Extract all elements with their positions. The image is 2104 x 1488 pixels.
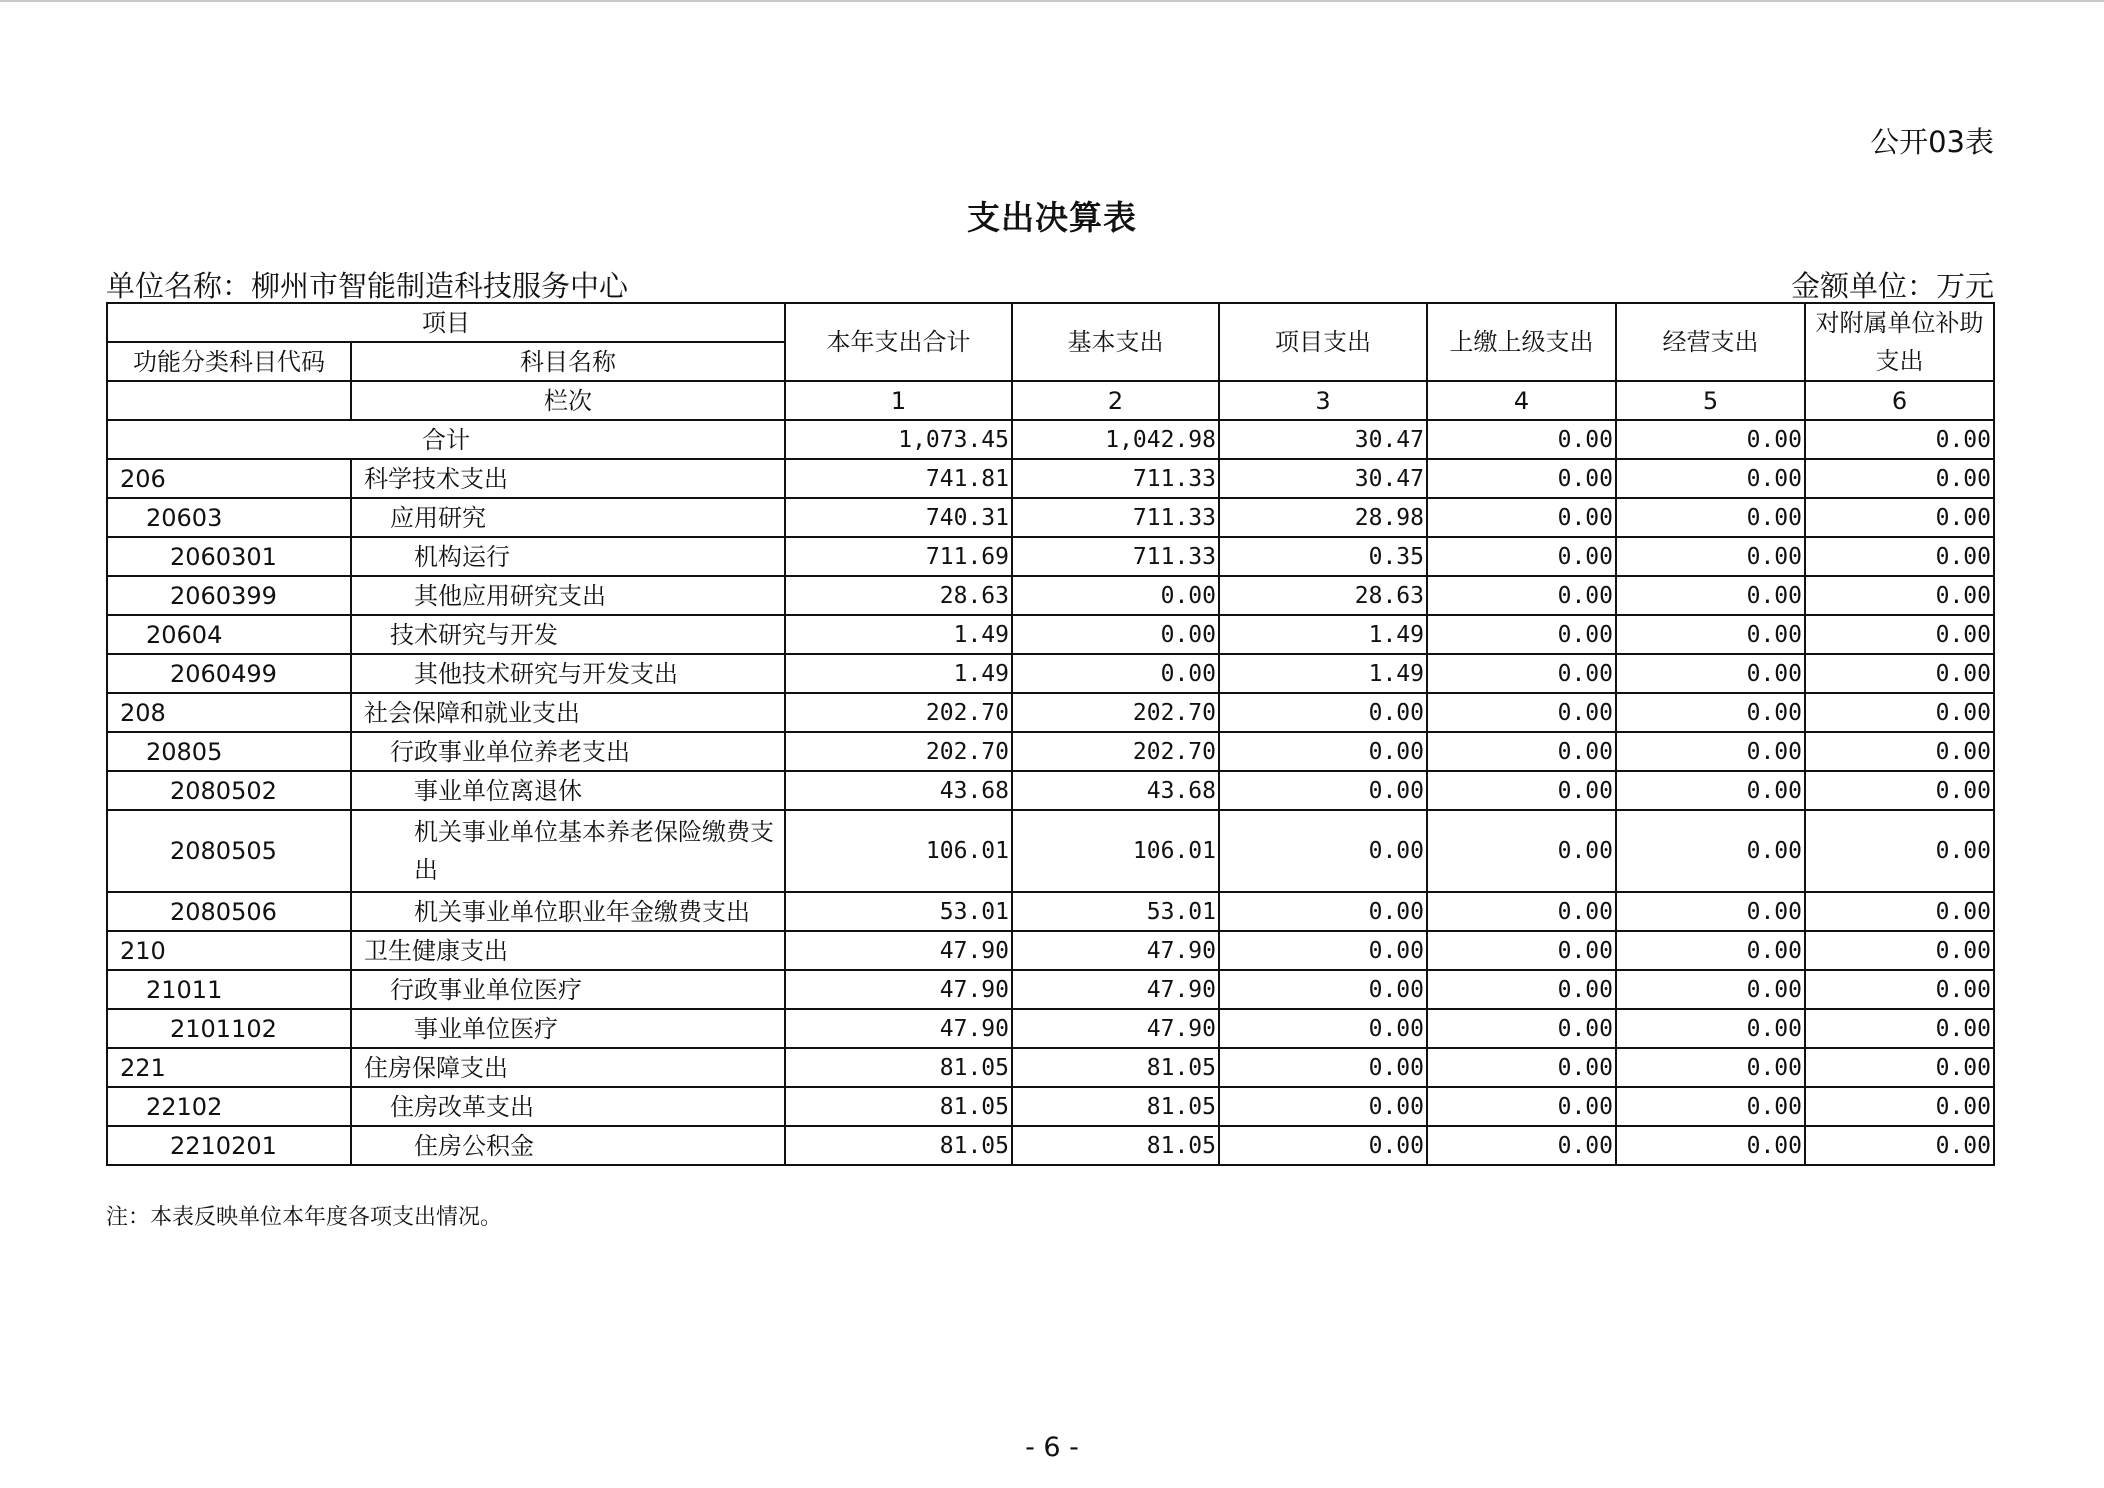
column-number: 3 (1219, 381, 1427, 420)
amount-cell: 0.00 (1616, 654, 1805, 693)
amount-cell: 0.00 (1427, 1009, 1616, 1048)
amount-cell: 0.00 (1616, 1126, 1805, 1165)
table-row (107, 576, 1994, 615)
amount-cell: 740.31 (785, 498, 1012, 537)
total-value: 1,073.45 (785, 420, 1012, 459)
column-number: 2 (1012, 381, 1219, 420)
amount-cell: 28.63 (785, 576, 1012, 615)
amount-cell: 1.49 (1219, 615, 1427, 654)
amount-cell: 81.05 (785, 1048, 1012, 1087)
amount-cell: 0.00 (1012, 576, 1219, 615)
subject-name-cell: 其他技术研究与开发支出 (351, 654, 785, 693)
amount-cell: 0.00 (1012, 654, 1219, 693)
table-row (107, 810, 1994, 892)
amount-cell: 0.00 (1427, 654, 1616, 693)
amount-cell: 0.00 (1427, 892, 1616, 931)
amount-cell: 47.90 (785, 1009, 1012, 1048)
amount-cell: 0.00 (1616, 576, 1805, 615)
amount-cell: 0.00 (1616, 498, 1805, 537)
header-subsidy: 对附属单位补助支出 (1805, 303, 1994, 381)
amount-cell: 0.00 (1805, 771, 1994, 810)
table-row (107, 1048, 1994, 1087)
amount-cell: 0.00 (1616, 615, 1805, 654)
amount-cell: 0.00 (1616, 1048, 1805, 1087)
subject-name-cell: 技术研究与开发 (351, 615, 785, 654)
amount-cell: 0.00 (1616, 970, 1805, 1009)
header-name: 科目名称 (351, 342, 785, 381)
function-code-cell: 2080506 (107, 892, 351, 931)
subject-name-cell: 住房保障支出 (351, 1048, 785, 1087)
header-row-1 (107, 303, 1994, 342)
function-code-cell: 20805 (107, 732, 351, 771)
amount-cell: 0.00 (1427, 498, 1616, 537)
amount-cell: 0.00 (1219, 732, 1427, 771)
function-code-cell: 210 (107, 931, 351, 970)
amount-cell: 711.33 (1012, 459, 1219, 498)
total-value: 1,042.98 (1012, 420, 1219, 459)
amount-cell: 0.00 (1427, 931, 1616, 970)
function-code-cell: 2060399 (107, 576, 351, 615)
amount-cell: 0.00 (1805, 654, 1994, 693)
amount-cell: 0.00 (1616, 459, 1805, 498)
header-project: 项目支出 (1219, 303, 1427, 381)
amount-cell: 0.00 (1427, 732, 1616, 771)
amount-cell: 0.00 (1219, 1126, 1427, 1165)
function-code-cell: 2101102 (107, 1009, 351, 1048)
amount-cell: 0.00 (1616, 892, 1805, 931)
amount-cell: 0.00 (1219, 931, 1427, 970)
amount-cell: 0.00 (1805, 732, 1994, 771)
table-note: 注：本表反映单位本年度各项支出情况。 (106, 1205, 503, 1230)
amount-cell: 43.68 (785, 771, 1012, 810)
amount-cell: 81.05 (785, 1126, 1012, 1165)
unit-name: 单位名称：柳州市智能制造科技服务中心 (106, 269, 629, 303)
amount-cell: 81.05 (785, 1087, 1012, 1126)
amount-cell: 1.49 (1219, 654, 1427, 693)
table-row (107, 1009, 1994, 1048)
amount-cell: 43.68 (1012, 771, 1219, 810)
table-row (107, 771, 1994, 810)
amount-cell: 711.33 (1012, 537, 1219, 576)
amount-cell: 1.49 (785, 654, 1012, 693)
function-code-cell: 208 (107, 693, 351, 732)
amount-cell: 0.00 (1616, 1087, 1805, 1126)
header-basic: 基本支出 (1012, 303, 1219, 381)
header-upper: 上缴上级支出 (1427, 303, 1616, 381)
column-number-row (107, 381, 1994, 420)
table-row (107, 459, 1994, 498)
amount-cell: 0.00 (1427, 459, 1616, 498)
amount-cell: 0.00 (1616, 771, 1805, 810)
table-row (107, 654, 1994, 693)
function-code-cell: 21011 (107, 970, 351, 1009)
function-code-cell: 2080505 (107, 810, 351, 892)
amount-cell: 81.05 (1012, 1087, 1219, 1126)
amount-cell: 0.00 (1427, 537, 1616, 576)
table-row (107, 615, 1994, 654)
table-row (107, 693, 1994, 732)
subject-name-cell: 机关事业单位基本养老保险缴费支出 (351, 810, 785, 892)
amount-cell: 0.00 (1219, 1048, 1427, 1087)
subject-name-cell: 住房改革支出 (351, 1087, 785, 1126)
top-border-line (0, 0, 2104, 2)
subject-name-cell: 事业单位医疗 (351, 1009, 785, 1048)
amount-cell: 711.69 (785, 537, 1012, 576)
function-code-cell: 2060301 (107, 537, 351, 576)
amount-cell: 0.00 (1805, 970, 1994, 1009)
total-value: 30.47 (1219, 420, 1427, 459)
subject-name-cell: 机关事业单位职业年金缴费支出 (351, 892, 785, 931)
amount-cell: 0.00 (1805, 931, 1994, 970)
amount-cell: 47.90 (1012, 931, 1219, 970)
expense-table (106, 302, 1995, 1166)
header-total: 本年支出合计 (785, 303, 1012, 381)
amount-cell: 0.00 (1805, 615, 1994, 654)
subject-name-cell: 行政事业单位养老支出 (351, 732, 785, 771)
amount-cell: 202.70 (1012, 693, 1219, 732)
column-number-blank (107, 381, 351, 420)
column-number: 5 (1616, 381, 1805, 420)
function-code-cell: 2080502 (107, 771, 351, 810)
amount-cell: 81.05 (1012, 1048, 1219, 1087)
amount-cell: 0.00 (1427, 1048, 1616, 1087)
subject-name-cell: 应用研究 (351, 498, 785, 537)
page-title: 支出决算表 (967, 198, 1137, 237)
amount-cell: 0.00 (1616, 537, 1805, 576)
amount-cell: 0.00 (1427, 693, 1616, 732)
amount-cell: 0.00 (1219, 892, 1427, 931)
form-number: 公开03表 (1870, 125, 1994, 159)
amount-unit: 金额单位：万元 (1790, 269, 1994, 303)
amount-cell: 202.70 (785, 732, 1012, 771)
amount-cell: 0.00 (1616, 931, 1805, 970)
amount-cell: 106.01 (785, 810, 1012, 892)
function-code-cell: 22102 (107, 1087, 351, 1126)
column-number: 1 (785, 381, 1012, 420)
amount-cell: 0.00 (1616, 810, 1805, 892)
function-code-cell: 2210201 (107, 1126, 351, 1165)
amount-cell: 81.05 (1012, 1126, 1219, 1165)
column-number: 6 (1805, 381, 1994, 420)
amount-cell: 0.00 (1805, 537, 1994, 576)
amount-cell: 0.00 (1219, 970, 1427, 1009)
amount-cell: 0.00 (1427, 615, 1616, 654)
amount-cell: 0.00 (1427, 970, 1616, 1009)
subject-name-cell: 其他应用研究支出 (351, 576, 785, 615)
amount-cell: 0.00 (1805, 810, 1994, 892)
subject-name-cell: 事业单位离退休 (351, 771, 785, 810)
amount-cell: 30.47 (1219, 459, 1427, 498)
amount-cell: 0.00 (1805, 1126, 1994, 1165)
amount-cell: 0.00 (1805, 1009, 1994, 1048)
column-number: 4 (1427, 381, 1616, 420)
amount-cell: 0.00 (1616, 1009, 1805, 1048)
total-row (107, 420, 1994, 459)
amount-cell: 0.00 (1219, 810, 1427, 892)
row-number-label: 栏次 (351, 381, 785, 420)
amount-cell: 0.00 (1219, 771, 1427, 810)
amount-cell: 106.01 (1012, 810, 1219, 892)
function-code-cell: 206 (107, 459, 351, 498)
amount-cell: 0.00 (1427, 810, 1616, 892)
amount-cell: 0.00 (1427, 1087, 1616, 1126)
table-row (107, 732, 1994, 771)
amount-cell: 47.90 (785, 931, 1012, 970)
amount-cell: 0.00 (1805, 1087, 1994, 1126)
amount-cell: 0.35 (1219, 537, 1427, 576)
amount-cell: 0.00 (1805, 693, 1994, 732)
amount-cell: 0.00 (1219, 693, 1427, 732)
table-row (107, 892, 1994, 931)
amount-cell: 28.63 (1219, 576, 1427, 615)
subject-name-cell: 行政事业单位医疗 (351, 970, 785, 1009)
amount-cell: 0.00 (1616, 732, 1805, 771)
total-label: 合计 (107, 420, 785, 459)
function-code-cell: 20604 (107, 615, 351, 654)
subject-name-cell: 卫生健康支出 (351, 931, 785, 970)
table-row (107, 498, 1994, 537)
amount-cell: 0.00 (1219, 1087, 1427, 1126)
function-code-cell: 2060499 (107, 654, 351, 693)
amount-cell: 47.90 (785, 970, 1012, 1009)
amount-cell: 0.00 (1616, 693, 1805, 732)
subject-name-cell: 机构运行 (351, 537, 785, 576)
total-value: 0.00 (1427, 420, 1616, 459)
table-row (107, 1087, 1994, 1126)
table-row (107, 931, 1994, 970)
function-code-cell: 221 (107, 1048, 351, 1087)
amount-cell: 741.81 (785, 459, 1012, 498)
amount-cell: 0.00 (1805, 498, 1994, 537)
subject-name-cell: 住房公积金 (351, 1126, 785, 1165)
table-row (107, 970, 1994, 1009)
amount-cell: 0.00 (1427, 576, 1616, 615)
amount-cell: 0.00 (1805, 1048, 1994, 1087)
function-code-cell: 20603 (107, 498, 351, 537)
amount-cell: 47.90 (1012, 970, 1219, 1009)
table-row (107, 537, 1994, 576)
amount-cell: 0.00 (1805, 459, 1994, 498)
header-code: 功能分类科目代码 (107, 342, 351, 381)
amount-cell: 28.98 (1219, 498, 1427, 537)
amount-cell: 202.70 (1012, 732, 1219, 771)
amount-cell: 53.01 (1012, 892, 1219, 931)
amount-cell: 0.00 (1012, 615, 1219, 654)
amount-cell: 0.00 (1427, 771, 1616, 810)
amount-cell: 0.00 (1805, 576, 1994, 615)
total-value: 0.00 (1805, 420, 1994, 459)
amount-cell: 0.00 (1805, 892, 1994, 931)
amount-cell: 53.01 (785, 892, 1012, 931)
page-number: - 6 - (1025, 1432, 1079, 1463)
subject-name-cell: 科学技术支出 (351, 459, 785, 498)
amount-cell: 1.49 (785, 615, 1012, 654)
table-row (107, 1126, 1994, 1165)
total-value: 0.00 (1616, 420, 1805, 459)
subject-name-cell: 社会保障和就业支出 (351, 693, 785, 732)
amount-cell: 202.70 (785, 693, 1012, 732)
amount-cell: 0.00 (1427, 1126, 1616, 1165)
amount-cell: 711.33 (1012, 498, 1219, 537)
header-item: 项目 (107, 303, 785, 342)
amount-cell: 0.00 (1219, 1009, 1427, 1048)
amount-cell: 47.90 (1012, 1009, 1219, 1048)
header-business: 经营支出 (1616, 303, 1805, 381)
